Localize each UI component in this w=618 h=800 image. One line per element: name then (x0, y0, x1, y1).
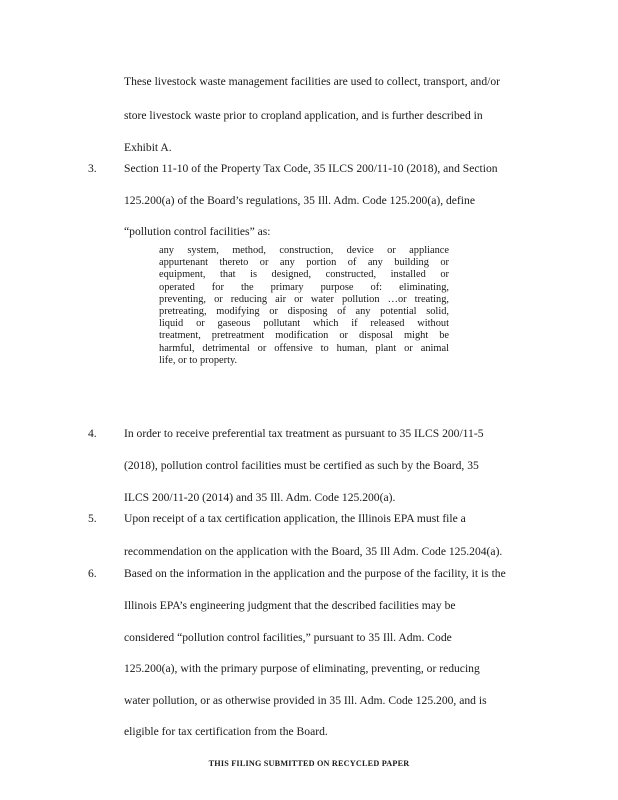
block-quote (159, 245, 449, 367)
block-quote-line: treatment, pretreatment modification or disposal might be (159, 330, 449, 342)
block-quote-line: equipment, that is designed, constructed, installed or (159, 269, 449, 281)
block-quote-line: operated for the primary purpose of: eliminating, (159, 281, 449, 293)
intro-line-1: These livestock waste management facilities are used to collect, transport, and/or (124, 75, 501, 88)
page-footer: THIS FILING SUBMITTED ON RECYCLED PAPER (208, 759, 410, 768)
paragraph-3-line-1: Section 11-10 of the Property Tax Code, 35 ILCS 200/11-10 (2018), and Section (124, 162, 498, 175)
paragraph-6-line-1: Based on the information in the application and the purpose of the facility, it is the (124, 567, 506, 580)
paragraph-6-line-6: eligible for tax certification from the Board. (124, 725, 328, 738)
paragraph-6-line-5: water pollution, or as otherwise provided in 35 Ill. Adm. Code 125.200, and is (124, 694, 487, 707)
paragraph-4-line-2: (2018), pollution control facilities must be certified as such by the Board, 35 (124, 459, 479, 472)
paragraph-number-5: 5. (88, 512, 97, 525)
paragraph-6-line-4: 125.200(a), with the primary purpose of eliminating, preventing, or reducing (124, 662, 480, 675)
paragraph-number-6: 6. (88, 567, 97, 580)
block-quote-line: appurtenant thereto or any portion of any building or (159, 257, 449, 269)
block-quote-line: pretreating, modifying or disposing of any potential solid, (159, 306, 449, 318)
block-quote-line: any system, method, construction, device or appliance (159, 245, 449, 256)
paragraph-3-line-3: “pollution control facilities” as: (124, 225, 271, 238)
intro-line-2: store livestock waste prior to cropland application, and is further described in (124, 109, 483, 122)
intro-line-3: Exhibit A. (124, 141, 172, 154)
paragraph-4-line-1: In order to receive preferential tax treatment as pursuant to 35 ILCS 200/11-5 (124, 427, 484, 440)
paragraph-number-4: 4. (88, 427, 97, 440)
paragraph-5-line-1: Upon receipt of a tax certification application, the Illinois EPA must file a (124, 512, 466, 525)
paragraph-3-line-2: 125.200(a) of the Board’s regulations, 35 Ill. Adm. Code 125.200(a), define (124, 194, 475, 207)
block-quote-line: life, or to property. (159, 354, 238, 366)
block-quote-line: preventing, or reducing air or water pollution …or treating, (159, 293, 449, 305)
paragraph-6-line-2: Illinois EPA’s engineering judgment that the described facilities may be (124, 599, 456, 612)
paragraph-number-3: 3. (88, 162, 97, 175)
paragraph-4-line-3: ILCS 200/11-20 (2014) and 35 Ill. Adm. Code 125.200(a). (124, 491, 396, 504)
block-quote-line: liquid or gaseous pollutant which if released without (159, 318, 449, 330)
paragraph-6-line-3: considered “pollution control facilities,” pursuant to 35 Ill. Adm. Code (124, 631, 452, 644)
block-quote-line: harmful, detrimental or offensive to human, plant or animal (159, 342, 449, 354)
paragraph-5-line-2: recommendation on the application with the Board, 35 Ill Adm. Code 125.204(a). (124, 545, 503, 558)
